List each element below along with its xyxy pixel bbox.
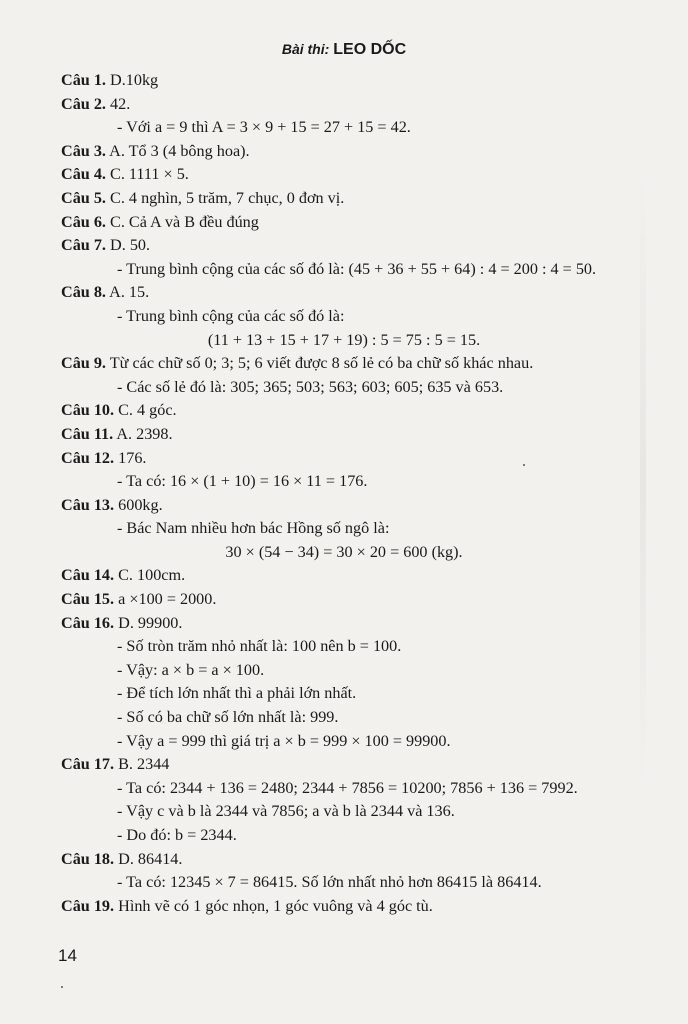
question-label: Câu 12. (61, 448, 115, 467)
question-label: Câu 14. (61, 566, 115, 585)
solution-line (0, 800, 688, 824)
question-line (0, 399, 688, 423)
question-line (0, 187, 688, 211)
question-label: Câu 19. (61, 896, 115, 915)
answer-text: C. Cả A và B đều đúng (105, 212, 259, 231)
question-line (0, 588, 688, 612)
question-label: Câu 9. (61, 354, 106, 373)
solution-line (0, 635, 688, 659)
question-label: Câu 8. (61, 283, 106, 302)
solution-text: - Bác Nam nhiều hơn bác Hồng số ngô là: (117, 519, 390, 538)
solution-line (0, 682, 688, 706)
solution-text: - Vậy a = 999 thì giá trị a × b = 999 × 100 = 99900. (117, 731, 451, 750)
question-line (0, 895, 688, 919)
answer-text: a ×100 = 2000. (114, 590, 217, 609)
question-label: Câu 6. (61, 212, 106, 231)
section-title (0, 41, 688, 59)
answer-list (0, 69, 688, 918)
question-line (0, 612, 688, 636)
formula-line (0, 329, 688, 353)
speck (523, 464, 525, 466)
solution-line (0, 659, 688, 683)
solution-text: - Trung bình cộng của các số đó là: (117, 306, 345, 325)
formula-line (0, 541, 688, 565)
solution-line (0, 824, 688, 848)
question-label: Câu 4. (61, 165, 106, 184)
answer-text: A. 15. (105, 283, 150, 302)
solution-line (0, 517, 688, 541)
answer-text: Hình vẽ có 1 góc nhọn, 1 góc vuông và 4 góc tù. (114, 896, 433, 915)
solution-text: - Vậy c và b là 2344 và 7856; a và b là 2344 và 136. (117, 802, 455, 821)
question-line (0, 848, 688, 872)
solution-text: - Vậy: a × b = a × 100. (117, 660, 265, 679)
solution-line (0, 258, 688, 282)
solution-text: - Ta có: 16 × (1 + 10) = 16 × 11 = 176. (117, 472, 368, 491)
question-line (0, 163, 688, 187)
title-name: LEO DỐC (333, 41, 407, 58)
question-label: Câu 15. (61, 590, 115, 609)
solution-text: - Trung bình cộng của các số đó là: (45 + 36 + 55 + 64) : 4 = 200 : 4 = 50. (117, 259, 597, 278)
question-label: Câu 10. (61, 401, 115, 420)
question-line (0, 494, 688, 518)
answer-text: D. 50. (105, 236, 151, 255)
solution-line (0, 777, 688, 801)
page-number: 14 (58, 946, 77, 965)
answer-text: D. 99900. (114, 613, 183, 632)
question-label: Câu 3. (61, 141, 106, 160)
solution-text: - Do đó: b = 2344. (117, 826, 237, 844)
title-label: Bài thi: (281, 41, 330, 57)
solution-text: - Để tích lớn nhất thì a phải lớn nhất. (117, 684, 357, 703)
solution-text: 30 × (54 − 34) = 30 × 20 = 600 (kg). (225, 542, 463, 561)
answer-text: B. 2344 (114, 755, 170, 774)
question-line (0, 447, 688, 471)
answer-text: A. Tổ 3 (4 bông hoa). (105, 141, 250, 160)
solution-text: - Ta có: 2344 + 136 = 2480; 2344 + 7856 = 10200; 7856 + 136 = 7992. (117, 778, 578, 797)
solution-text: - Số có ba chữ số lớn nhất là: 999. (117, 708, 339, 727)
answer-text: D. 86414. (114, 849, 183, 868)
question-label: Câu 2. (61, 94, 106, 113)
question-label: Câu 18. (61, 849, 115, 868)
answer-text: Từ các chữ số 0; 3; 5; 6 viết được 8 số lẻ có ba chữ số khác nhau. (105, 354, 534, 373)
question-label: Câu 16. (61, 613, 115, 632)
answer-text: C. 4 nghìn, 5 trăm, 7 chục, 0 đơn vị. (105, 188, 345, 207)
solution-line (0, 305, 688, 329)
answer-text: 42. (105, 94, 131, 113)
answer-text: C. 100cm. (114, 566, 186, 585)
answer-text: A. 2398. (113, 424, 173, 443)
answer-text: D.10kg (105, 71, 159, 89)
question-line (0, 352, 688, 376)
question-line (0, 93, 688, 117)
question-line (0, 140, 688, 164)
question-line (0, 281, 688, 305)
solution-text: (11 + 13 + 15 + 17 + 19) : 5 = 75 : 5 = 15. (207, 330, 481, 349)
solution-text: - Các số lẻ đó là: 305; 365; 503; 563; 603; 605; 635 và 653. (117, 377, 504, 396)
answer-text: C. 4 góc. (114, 401, 177, 420)
question-label: Câu 5. (61, 188, 106, 207)
solution-line (0, 730, 688, 754)
question-line (0, 753, 688, 777)
solution-text: - Ta có: 12345 × 7 = 86415. Số lớn nhất nhỏ hơn 86415 là 86414. (117, 873, 542, 892)
solution-text: - Số tròn trăm nhỏ nhất là: 100 nên b = 100. (117, 637, 402, 656)
question-line (0, 211, 688, 235)
question-line (0, 564, 688, 588)
solution-line (0, 376, 688, 400)
question-label: Câu 7. (61, 236, 106, 255)
question-label: Câu 13. (61, 495, 115, 514)
question-label: Câu 1. (61, 71, 106, 89)
question-label: Câu 11. (61, 424, 114, 443)
answer-text: 600kg. (114, 495, 163, 514)
solution-line (0, 470, 688, 494)
answer-text: C. 1111 × 5. (105, 165, 189, 184)
speck (61, 986, 63, 988)
solution-line (0, 871, 688, 895)
question-line (0, 234, 688, 258)
question-label: Câu 17. (61, 755, 115, 774)
solution-line (0, 116, 688, 140)
answer-text: 176. (114, 448, 147, 467)
question-line (0, 69, 688, 93)
solution-line (0, 706, 688, 730)
question-line (0, 423, 688, 447)
solution-text: - Với a = 9 thì A = 3 × 9 + 15 = 27 + 15 = 42. (117, 118, 411, 137)
